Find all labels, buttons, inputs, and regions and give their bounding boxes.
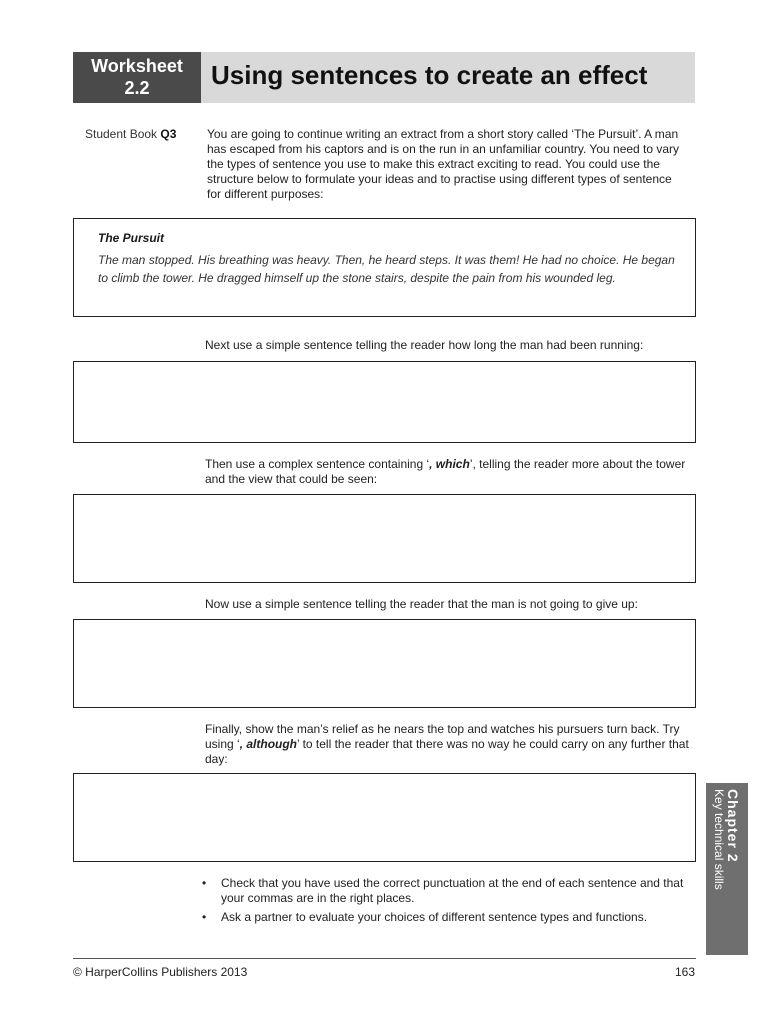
prompt-2-text-b: ’, telling the reader more about the tower and the view that could be seen:: [205, 457, 686, 486]
checklist-item-text: Ask a partner to evaluate your choices of different sentence types and functions.: [221, 910, 648, 924]
prompt-4-keyword: , although: [239, 737, 298, 751]
student-book-reference: [85, 127, 176, 141]
answer-box-4[interactable]: [73, 773, 696, 862]
prompt-2-keyword: , which: [429, 457, 470, 471]
story-text: The man stopped. His breathing was heavy. Then, he heard steps. It was them! He had no choice. He began to climb the tower. He dragged himself up the stone stairs, despite the pain from his wounded leg.: [98, 253, 675, 285]
chapter-tab-text: [712, 789, 740, 890]
prompt-4-text-a: Finally, show the man’s relief as he nears the top and watches his pursuers turn back. Try using ‘: [205, 722, 680, 751]
worksheet-number: 2.2: [124, 78, 150, 98]
copyright: © HarperCollins Publishers 2013: [73, 965, 248, 979]
checklist-item: [200, 876, 695, 906]
answer-box-1[interactable]: [73, 361, 696, 443]
prompt-2-text-a: Then use a complex sentence containing ‘: [205, 457, 430, 471]
page-title: Using sentences to create an effect: [211, 60, 648, 90]
worksheet-label: Worksheet: [91, 56, 183, 76]
chapter-number: Chapter 2: [725, 789, 741, 863]
answer-box-2[interactable]: [73, 494, 696, 583]
page-number: 163: [674, 965, 695, 979]
checklist-item-text: Check that you have used the correct punctuation at the end of each sentence and that your commas are in the right places.: [221, 876, 684, 905]
answer-box-3[interactable]: [73, 619, 696, 708]
prompt-4: [205, 722, 695, 767]
story-title: The Pursuit: [98, 231, 165, 245]
worksheet-label-block: [73, 52, 201, 103]
student-book-label: Student Book: [85, 127, 161, 141]
question-number: Q3: [160, 127, 177, 141]
prompt-3: Now use a simple sentence telling the reader that the man is not going to give up:: [205, 597, 638, 611]
intro-text: You are going to continue writing an extract from a short story called ‘The Pursuit’. A man has escaped from his captors and is on the run in an unfamiliar country. You need to vary the types of sentence you use to make this extract exciting to read. You could use the structure below to formulate your ideas and to practise using different types of sentence for different purposes:: [207, 127, 680, 201]
footer-divider: [73, 958, 696, 959]
prompt-2: [205, 457, 695, 487]
bullet-icon: •: [202, 910, 207, 924]
checklist-item: [200, 910, 695, 925]
bullet-icon: •: [202, 876, 207, 890]
prompt-4-text-b: ’ to tell the reader that there was no way he could carry on any further that day:: [205, 737, 689, 766]
chapter-subtitle: Key technical skills: [712, 789, 726, 890]
prompt-1: Next use a simple sentence telling the reader how long the man had been running:: [205, 338, 644, 352]
checklist: [200, 876, 695, 929]
